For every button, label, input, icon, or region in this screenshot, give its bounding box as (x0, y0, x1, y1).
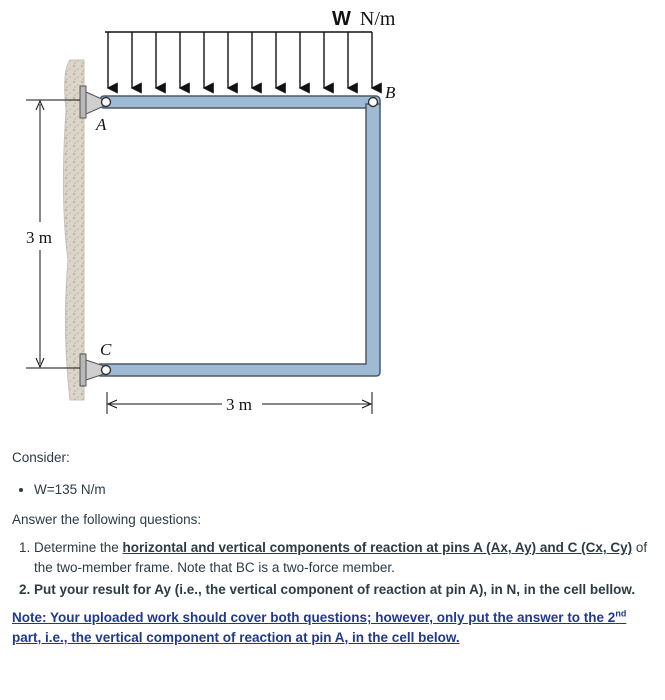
questions-list (12, 538, 657, 600)
question-1: 1. Determine the horizontal and vertical components of reaction at pins A (Ax, Ay) and C (Cx, Cy) of the two-member frame. Note that BC is a two-force member. (34, 538, 657, 578)
member-ab (100, 96, 380, 108)
member-bc (100, 104, 380, 376)
note-text: Note: Your uploaded work should cover both questions; however, only put the answer to the 2nd part, i.e., the vertical component of reaction at pin A, in the cell below. (12, 608, 627, 645)
givens-list (12, 480, 657, 500)
load-symbol: W (332, 8, 351, 30)
pin-b (369, 98, 378, 107)
question-2: 2. Put your result for Ay (i.e., the vertical component of reaction at pin A), in N, in the cell bellow. (34, 580, 657, 600)
width-label: 3 m (226, 395, 252, 414)
load-unit: N/m (359, 8, 396, 30)
questions-intro: Answer the following questions: (12, 512, 202, 527)
height-label: 3 m (26, 228, 52, 247)
pin-support-a (80, 86, 111, 118)
given-w: • W=135 N/m (34, 480, 657, 500)
q1-highlight: horizontal and vertical components of reaction at pins A (Ax, Ay) and C (Cx, Cy) (122, 540, 633, 555)
label-c: C (100, 340, 112, 359)
svg-text:W N/m (332, 8, 396, 30)
distributed-load (105, 32, 372, 88)
consider-heading: Consider: (12, 450, 70, 465)
problem-text (12, 448, 657, 648)
label-b: B (385, 83, 396, 102)
label-a: A (96, 115, 107, 134)
